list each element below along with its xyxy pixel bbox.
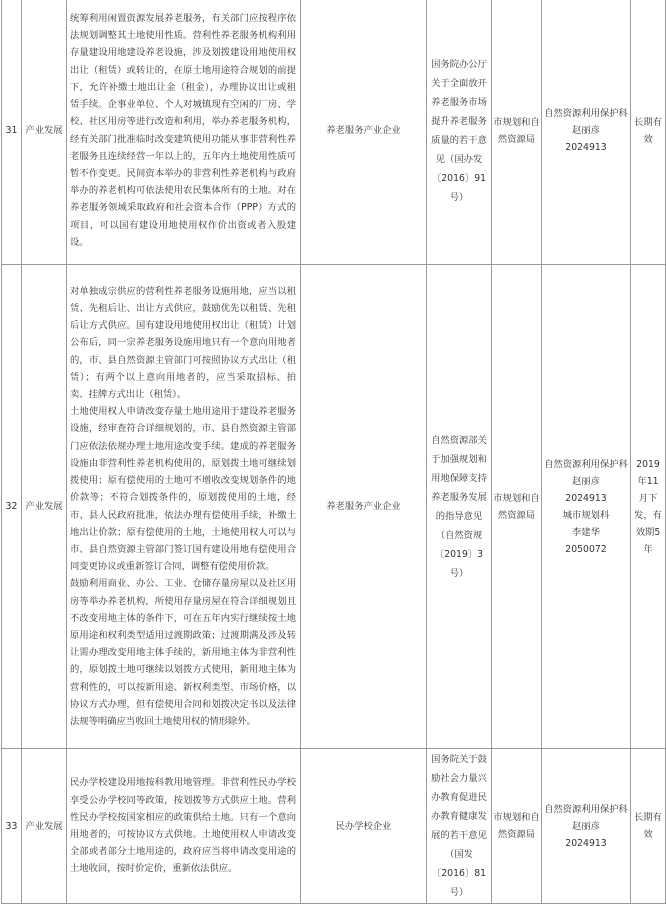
policy-document-cell: 国务院关于鼓 励社会力量兴 办教育促进民 办教育健康发 展的若干意见 （国发 〔2016〕81 号）	[427, 749, 492, 904]
policy-paragraph: 对单独成宗供应的营利性养老服务设施用地，应当以租赁、先租后让、出让方式供应，鼓励优先以租赁、先租后让方式供应。国有建设用地使用权出让（租赁）计划公布后，同一宗养老服务设施用地只有一个意向用地者的，市、县自然资源主管部门可按照协议方式出让（租赁）；有两个以上意向用地者的，应当采取招标、拍卖、挂牌方式出让（租赁）。	[70, 285, 296, 401]
policy-content-cell	[67, 265, 301, 749]
policy-table	[1, 0, 666, 904]
policy-paragraph: 鼓励利用商业、办公、工业、仓储存量房屋以及社区用房等举办养老机构，所使用存量房屋在符合详细规划且不改变用地主体的条件下，可在五年内实行继续按土地原用途和权利类型适用过渡期政策；过渡期满及涉及转让需办理改变用地主体手续的，新用地主体为非营利性的，原划拨土地可继续以划拨方式使用，新用地主体为营利性的，可以按新用途、新权利类型、市场价格，以协议方式办理，但有偿使用合同和划拨决定书以及法律法规等明确应当收回土地使用权的情形除外。	[70, 578, 296, 727]
department-cell: 市规划和自 然资源局	[492, 265, 542, 749]
validity-cell: 长期有效	[631, 749, 666, 904]
table-row	[2, 749, 666, 904]
policy-paragraph: 民办学校建设用地按科教用地管理。非营利性民办学校享受公办学校同等政策，按划拨等方式供应土地。营利性民办学校按国家相应的政策供给土地。只有一个意向用地者的，可按协议方式供地。土地使用权人申请改变全部或者部分土地用途的，政府应当将申请改变用途的土地收回，按时价定价，重新依法供应。	[70, 777, 296, 875]
row-number: 33	[2, 749, 22, 904]
table-row	[2, 0, 666, 265]
policy-document-cell: 国务院办公厅 关于全面放开 养老服务市场 提升养老服务 质量的若干意 见（国办发 〔2016〕91 号）	[427, 0, 492, 265]
policy-document-cell: 自然资源部关 于加强规划和 用地保障支持 养老服务发展 的指导意见 （自然资规 〔2019〕3 号）	[427, 265, 492, 749]
contact-cell: 自然资源利用保护科 赵丽彦 2024913	[542, 0, 631, 265]
category-cell: 产业发展	[22, 265, 67, 749]
category-cell: 产业发展	[22, 0, 67, 265]
policy-paragraph: 统筹利用闲置资源发展养老服务，有关部门应按程序依法规划调整其土地使用性质。营利性养老服务机构利用存量建设用地建设养老设施，涉及划拨建设用地使用权出让（租赁）或转让的，在原土地用途符合规划的前提下，允许补缴土地出让金（租金），办理协议出让或租赁手续。企事业单位、个人对城镇现有空闲的厂房、学校、社区用房等进行改造和利用，举办养老服务机构，经有关部门批准临时改变建筑使用功能从事非营利性养老服务且连续经营一年以上的，五年内土地使用性质可暂不作变更。民间资本举办的非营利性养老机构与政府举办的养老机构可依法使用农民集体所有的土地。对在养老服务领域采取政府和社会资本合作（PPP）方式的项目，可以国有建设用地使用权作价出资或者入股建设。	[70, 13, 296, 248]
validity-cell: 长期有效	[631, 0, 666, 265]
row-number: 32	[2, 265, 22, 749]
target-enterprise-cell: 养老服务产业企业	[301, 0, 427, 265]
policy-content-cell	[67, 0, 301, 265]
validity-cell: 2019年11月下发，有效期5年	[631, 265, 666, 749]
department-cell: 市规划和自 然资源局	[492, 749, 542, 904]
target-enterprise-cell: 民办学校企业	[301, 749, 427, 904]
contact-cell: 自然资源利用保护科 赵丽彦 2024913	[542, 749, 631, 904]
policy-paragraph: 土地使用权人申请改变存量土地用途用于建设养老服务设施，经审查符合详细规划的，市、县自然资源主管部门应依法依规办理土地用途改变手续。建成的养老服务设施由非营利性养老机构使用的，原划拨土地可继续划拨使用；原有偿使用的土地可不增收改变规划条件的地价款等；不符合划拨条件的，原划拨使用的土地，经市、县人民政府批准，依法办理有偿使用手续，补缴土地出让价款；原有偿使用的土地，土地使用权人可以与市、县自然资源主管部门签订国有建设用地有偿使用合同变更协议或重新签订合同，调整有偿使用价款。	[70, 406, 296, 573]
target-enterprise-cell: 养老服务产业企业	[301, 265, 427, 749]
category-cell: 产业发展	[22, 749, 67, 904]
contact-cell: 自然资源利用保护科 赵丽彦 2024913 城市规划科 李建华 2050072	[542, 265, 631, 749]
table-row	[2, 265, 666, 749]
department-cell: 市规划和自 然资源局	[492, 0, 542, 265]
policy-content-cell	[67, 749, 301, 904]
row-number: 31	[2, 0, 22, 265]
